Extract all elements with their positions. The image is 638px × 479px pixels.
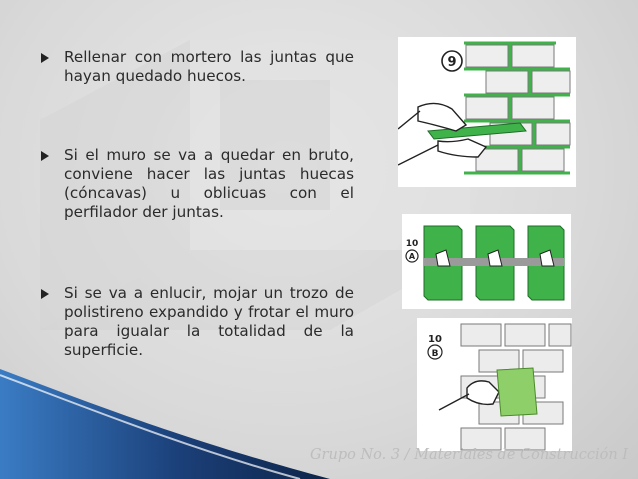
illustration-step-10a xyxy=(402,214,571,309)
step-9-badge: 9 xyxy=(447,55,457,70)
bullet-item-1 xyxy=(40,48,354,86)
step-10a-badge-number: 10 xyxy=(405,239,419,249)
step-10b-badge-letter: B xyxy=(431,349,439,359)
illustration-step-9 xyxy=(398,37,576,187)
step-10a-badge-letter: A xyxy=(408,252,416,261)
arrow-bullet-icon xyxy=(40,52,50,64)
bullet-text-2: Si el muro se va a quedar en bruto, conviene hacer las juntas huecas (cóncavas) u oblicuas con el perfilador der juntas. xyxy=(64,146,354,221)
step-10b-badge-number: 10 xyxy=(428,334,442,345)
bullet-text-1: Rellenar con mortero las juntas que hayan quedado huecos. xyxy=(64,48,354,85)
arrow-bullet-icon xyxy=(40,288,50,300)
bullet-item-3 xyxy=(40,284,354,360)
arrow-bullet-icon xyxy=(40,150,50,162)
bullet-text-3: Si se va a enlucir, mojar un trozo de polistireno expandido y frotar el muro para igualar la totalidad de la superficie. xyxy=(64,284,354,359)
footer-text: Grupo No. 3 / Materiales de Construcción I xyxy=(309,447,628,463)
bullet-item-2 xyxy=(40,146,354,222)
